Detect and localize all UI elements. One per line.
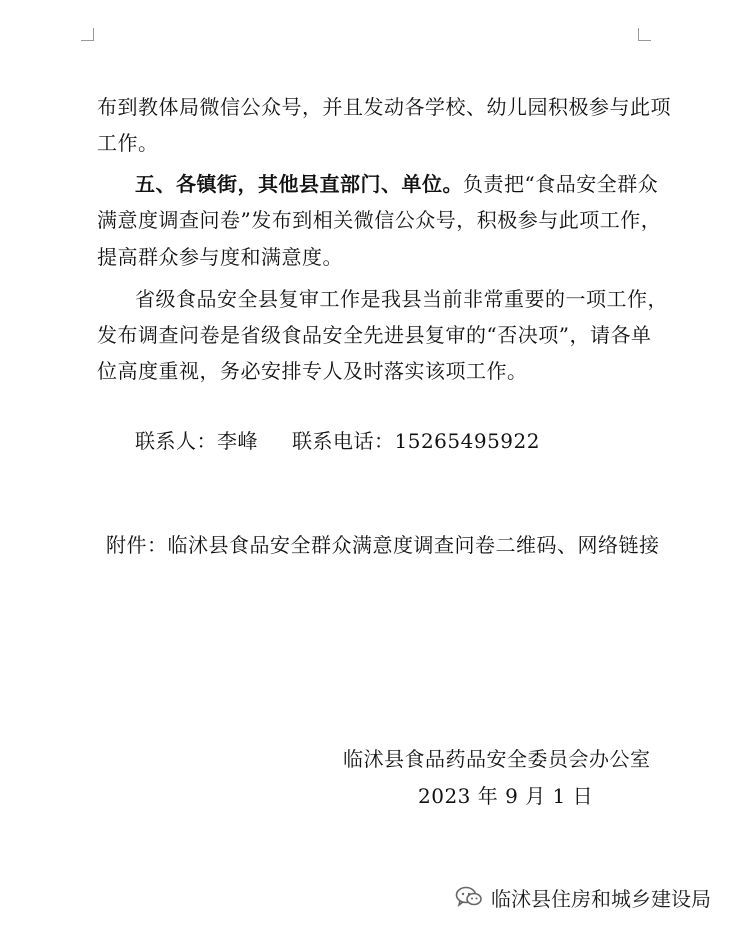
paragraph-text: 负责把“食品安全群众 (463, 172, 659, 196)
paragraph-line: 省级食品安全县复审工作是我县当前非常重要的一项工作， (135, 287, 668, 311)
paragraph-line: 位高度重视，务必安排专人及时落实该项工作。 (97, 359, 528, 383)
contact-person: 联系人：李峰 (135, 429, 258, 453)
wechat-icon (455, 885, 483, 909)
paragraph-line: 工作。 (97, 131, 159, 155)
paragraph-line: 布到教体局微信公众号，并且发动各学校、幼儿园积极参与此项 (97, 95, 671, 119)
paragraph-line: 提高群众参与度和满意度。 (97, 245, 343, 269)
section-heading: 五、各镇街，其他县直部门、单位。 (135, 172, 463, 196)
paragraph-line-heading (135, 171, 658, 197)
paragraph-line: 发布调查问卷是省级食品安全先进县复审的“否决项”，请各单 (97, 323, 652, 347)
paragraph-line: 满意度调查问卷”发布到相关微信公众号，积极参与此项工作， (97, 208, 662, 232)
signature-date: 2023 年 9 月 1 日 (418, 784, 594, 808)
signature-org: 临沭县食品药品安全委员会办公室 (343, 747, 651, 771)
attachment-note: 附件：临沭县食品安全群众满意度调查问卷二维码、网络链接 (106, 533, 660, 557)
page-corner-mark-right (638, 28, 651, 41)
account-watermark (455, 882, 711, 912)
contact-phone: 联系电话：15265495922 (292, 429, 540, 453)
page-corner-mark-left (81, 28, 94, 41)
account-name: 临沭县住房和城乡建设局 (491, 886, 711, 911)
